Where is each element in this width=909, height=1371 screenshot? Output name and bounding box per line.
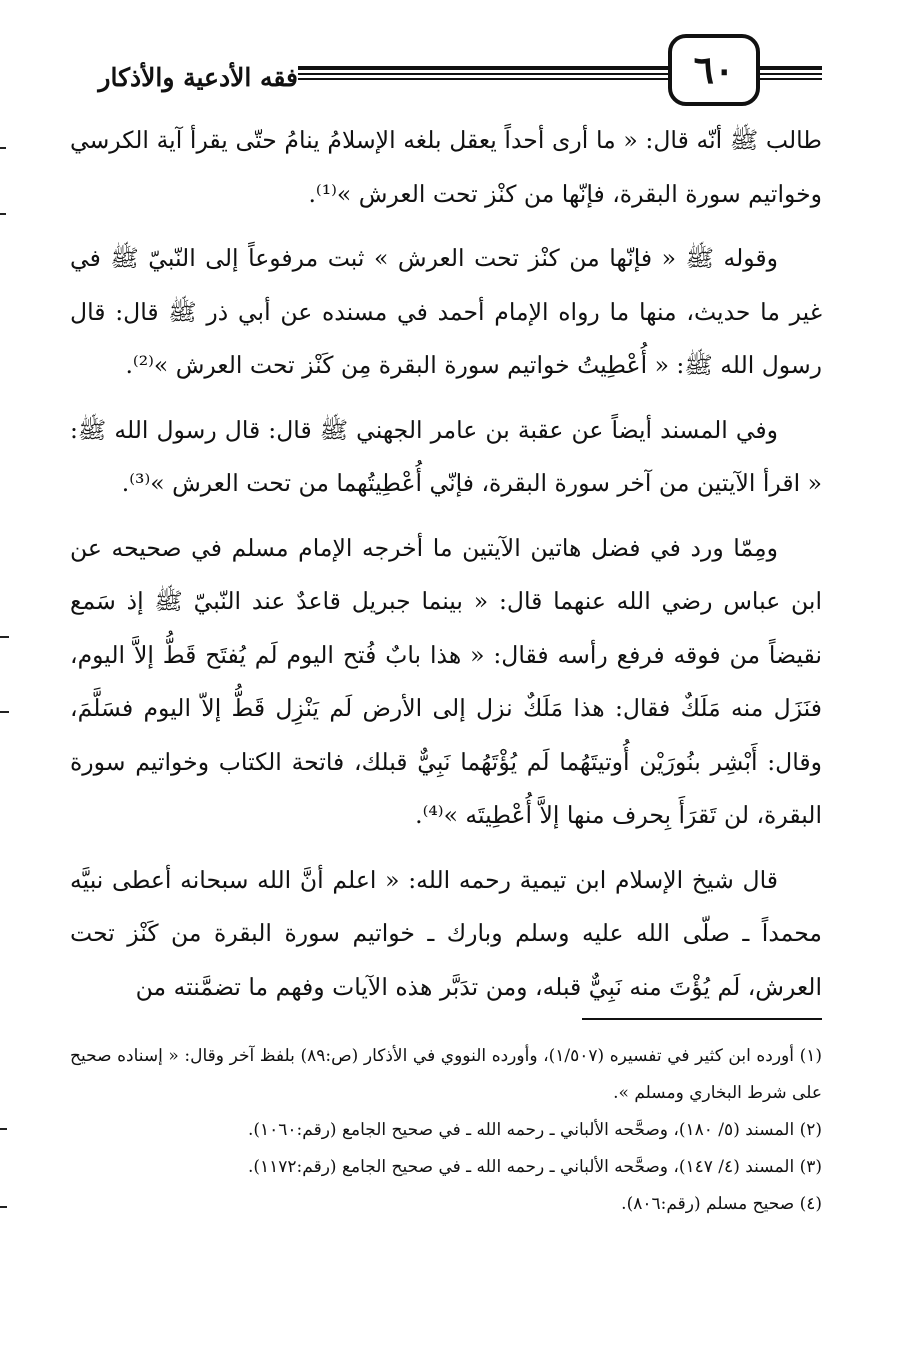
paragraph: وقوله ﷺ « فإنّها من كنْز تحت العرش » ثبت مرفوعاً إلى النّبيّ ﷺ في غير ما حديث، منها ما رواه الإمام أحمد في مسنده عن أبي ذر ﷺ قال: قال رسول الله ﷺ: « أُعْطِيتُ خواتيم سورة البقرة مِن كَنْز تحت العرش »⁽²⁾. [70,244,822,379]
paragraph: طالب ﷺ أنّه قال: « ما أرى أحداً يعقل بلغه الإسلامُ ينامُ حتّى يقرأ آية الكرسي وخواتيم سورة البقرة، فإنّها من كنْز تحت العرش »⁽¹⁾. [70,126,822,208]
scan-margin-mark [0,147,6,149]
header-rule [298,66,668,70]
footnotes [70,1038,822,1223]
scan-margin-mark [0,711,9,713]
paragraph: وفي المسند أيضاً عن عقبة بن عامر الجهني ﷺ قال: قال رسول الله ﷺ: « اقرأ الآيتين من آخر سورة البقرة، فإنّي أُعْطِيتُهما من تحت العرش »⁽³⁾. [70,415,822,497]
running-header-title: فقه الأدعية والأذكار [98,63,298,92]
scan-margin-mark [0,1206,7,1208]
header-rule [298,73,668,75]
footnote: (٣) المسند (٤/ ١٤٧)، وصحَّحه الألباني ـ رحمه الله ـ في صحيح الجامع (رقم:١١٧٢). [247,1157,822,1177]
scan-margin-mark [0,213,6,215]
paragraph: ومِمّا ورد في فضل هاتين الآيتين ما أخرجه الإمام مسلم في صحيحه عن ابن عباس رضي الله عنهما قال: « بينما جبريل قاعدٌ عند النّبيّ ﷺ إذ سَمع نقيضاً من فوقه فرفع رأسه فقال: « هذا بابٌ فُتح اليوم لَم يُفتَح قَطُّ إلاَّ اليوم، فنَزَل منه مَلَكٌ فقال: هذا مَلَكٌ نزل إلى الأرض لَم يَنْزِل قَطُّ إلاّ اليوم فسَلَّمَ، وقال: أَبْشِر بنُورَيْن أُوتيتَهُما لَم يُؤْتَهُما نَبِيٌّ قبلك، فاتحة الكتاب وخواتيم سورة البقرة، لن تَقرَأَ بِحرف منها إلاَّ أُعْطِيتَه »⁽⁴⁾. [70,533,822,829]
footnote-divider [582,1018,822,1020]
page-number: ٦٠ [668,34,760,106]
paragraph: قال شيخ الإسلام ابن تيمية رحمه الله: « اعلم أنَّ الله سبحانه أعطى نبيَّه محمداً ـ صلّى الله عليه وسلم وبارك ـ خواتيم سورة البقرة من كَنْز تحت العرش، لَم يُؤْتَ منه نَبِيٌّ قبله، ومن تدَبَّر هذه الآيات وفهم ما تضمَّنته من [70,865,822,1001]
main-text [70,114,822,1025]
scan-margin-mark [0,636,9,638]
scan-margin-mark [0,1128,7,1130]
header-rule [756,73,822,75]
footnote: (٢) المسند (٥/ ١٨٠)، وصحَّحه الألباني ـ رحمه الله ـ في صحيح الجامع (رقم:١٠٦٠). [247,1120,822,1140]
header-rule [756,78,822,80]
footnote: (١) أورده ابن كثير في تفسيره (١/٥٠٧)، وأورده النووي في الأذكار (ص:٨٩) بلفظ آخر وقال: « إسناده صحيح على شرط البخاري ومسلم ». [70,1046,822,1103]
header-rule [756,66,822,70]
header-rule [298,78,668,80]
footnote: (٤) صحيح مسلم (رقم:٨٠٦). [621,1194,822,1214]
